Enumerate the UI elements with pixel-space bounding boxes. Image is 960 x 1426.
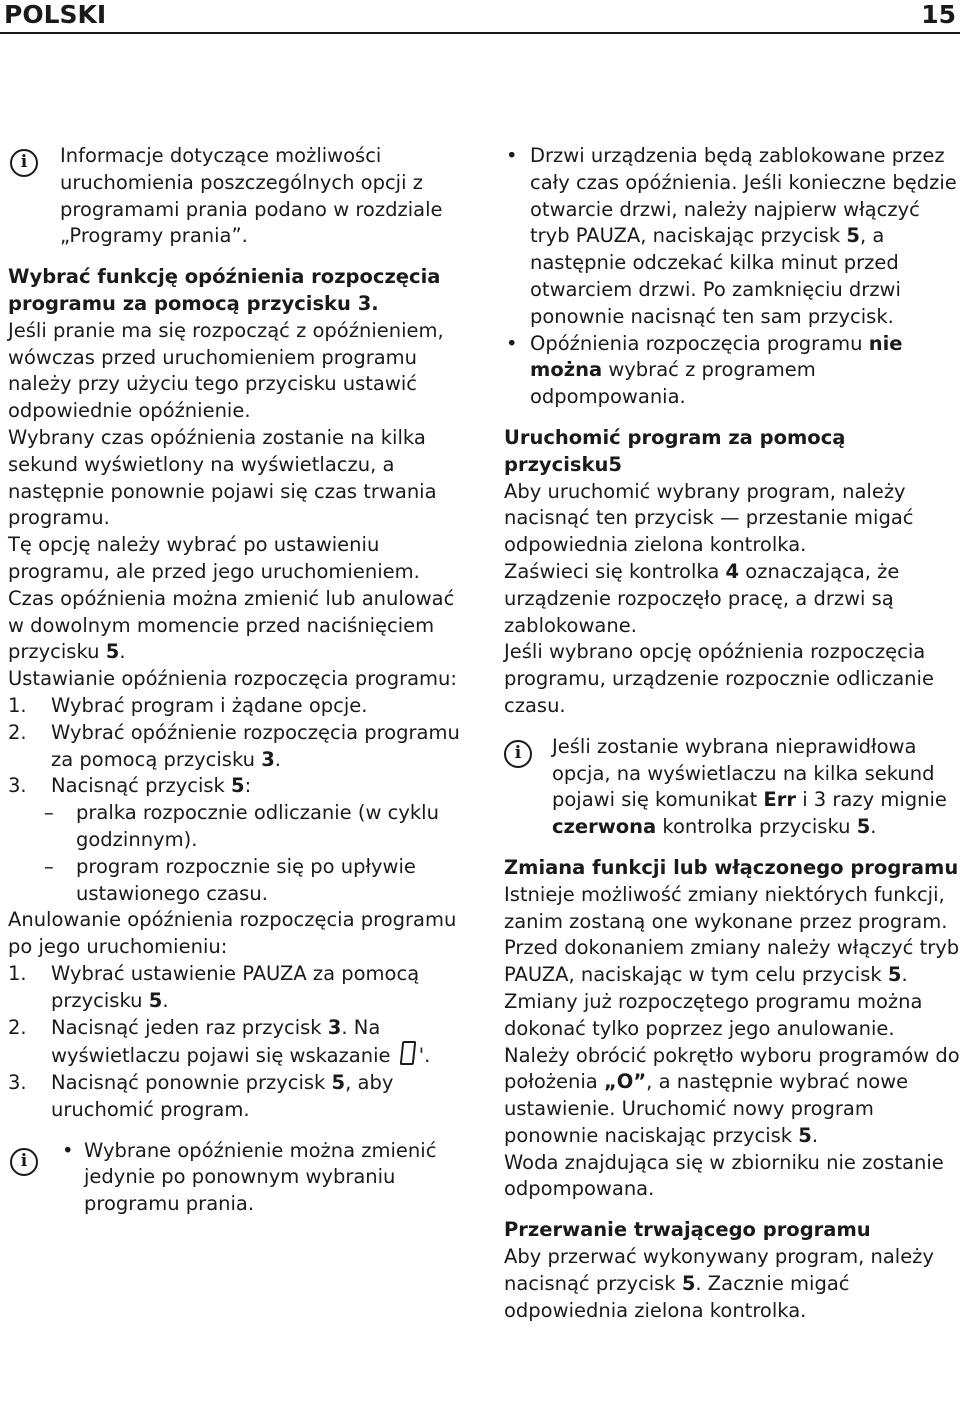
- info-note-text: Informacje dotyczące możliwości uruchomienia poszczególnych opcji z programami prania podano w rozdziale „Programy prania”.: [60, 144, 443, 248]
- paragraph: Tę opcję należy wybrać po ustawieniu programu, ale przed jego uruchomieniem.: [8, 533, 420, 583]
- list-item: – pralka rozpocznie odliczanie (w cyklu godzinnym).: [44, 801, 439, 851]
- paragraph: Wybrany czas opóźnienia zostanie na kilka sekund wyświetlony na wyświetlaczu, a następnie ponownie pojawi się czas trwania programu.: [8, 425, 437, 530]
- list-item: 2. Wybrać opóźnienie rozpoczęcia programu za pomocą przycisku 3.: [8, 720, 460, 771]
- section-heading: Zmiana funkcji lub włączonego programu: [504, 855, 959, 879]
- section-title: POLSKI: [4, 0, 107, 29]
- paragraph: Przed dokonaniem zmiany należy włączyć tryb PAUZA, naciskając w tym celu przycisk 5.: [504, 936, 960, 987]
- paragraph: Aby przerwać wykonywany program, należy nacisnąć przycisk 5. Zacznie migać odpowiednia zielona kontrolka.: [504, 1245, 934, 1322]
- list-item: 3. Nacisnąć ponownie przycisk 5, aby uruchomić program.: [8, 1071, 394, 1121]
- paragraph: Ustawianie opóźnienia rozpoczęcia programu:: [8, 667, 457, 691]
- info-note: [8, 143, 468, 250]
- info-icon: i: [10, 149, 38, 177]
- info-note: [8, 1138, 468, 1218]
- list-item: 2. Nacisnąć jeden raz przycisk 3. Na wyświetlaczu pojawi się wskazanie '.: [8, 1015, 431, 1068]
- list-item: 1. Wybrać program i żądane opcje.: [8, 693, 368, 717]
- section-heading: Uruchomić program za pomocą przycisku5: [504, 425, 846, 476]
- info-note: [504, 734, 960, 841]
- bullet-item: • Wybrane opóźnienie można zmienić jedynie po ponownym wybraniu programu prania.: [62, 1138, 437, 1216]
- page-header: [0, 0, 960, 34]
- list-item: 1. Wybrać ustawienie PAUZA za pomocą przycisku 5.: [8, 961, 420, 1012]
- paragraph: Anulowanie opóźnienia rozpoczęcia programu po jego uruchomieniu:: [8, 908, 457, 959]
- page-number: 15: [921, 0, 956, 29]
- paragraph: Czas opóźnienia można zmienić lub anulować w dowolnym momencie przed naciśnięciem przycisku 5.: [8, 586, 455, 664]
- paragraph: Istnieje możliwość zmiany niektórych funkcji, zanim zostaną one wykonane przez program.: [504, 882, 948, 933]
- bullet-item: • Opóźnienia rozpoczęcia programu nie można wybrać z programem odpompowania.: [506, 331, 903, 409]
- section-heading: Przerwanie trwającego programu: [504, 1218, 871, 1242]
- paragraph: Zaświeci się kontrolka 4 oznaczająca, że urządzenie rozpoczęło pracę, a drzwi są zablokowane.: [504, 559, 900, 637]
- paragraph: Jeśli wybrano opcję opóźnienia rozpoczęcia programu, urządzenie rozpocznie odliczanie czasu.: [504, 640, 934, 717]
- left-column: [8, 143, 468, 1218]
- info-icon: i: [10, 1148, 38, 1176]
- info-note-text: Jeśli zostanie wybrana nieprawidłowa opcja, na wyświetlaczu na kilka sekund pojawi się komunikat Err i 3 razy mignie czerwona kontrolka przycisku 5.: [552, 734, 947, 839]
- paragraph: Zmiany już rozpoczętego programu można dokonać tylko poprzez jego anulowanie. Należy obrócić pokrętło wyboru programów do położenia „O”, a następnie wybrać nowe ustawienie. Uruchomić nowy program ponownie naciskając przycisk 5.: [504, 989, 960, 1147]
- paragraph: Aby uruchomić wybrany program, należy nacisnąć ten przycisk — przestanie migać odpowiednia zielona kontrolka.: [504, 479, 914, 557]
- list-item: 3. Nacisnąć przycisk 5:: [8, 774, 252, 798]
- info-icon: i: [504, 740, 532, 768]
- bullet-item: • Drzwi urządzenia będą zablokowane przez cały czas opóźnienia. Jeśli konieczne będzie otwarcie drzwi, należy najpierw włączyć tryb PAUZA, naciskając przycisk 5, a następnie odczekać kilka minut przed otwarciem drzwi. Po zamknięciu drzwi ponownie nacisnąć ten sam przycisk.: [506, 144, 957, 328]
- section-heading: Wybrać funkcję opóźnienia rozpoczęcia programu za pomocą przycisku 3.: [8, 265, 441, 315]
- right-column: [504, 143, 960, 1324]
- paragraph: Woda znajdująca się w zbiorniku nie zostanie odpompowana.: [504, 1150, 944, 1201]
- display-digit-icon: [399, 1041, 416, 1065]
- list-item: – program rozpocznie się po upływie ustawionego czasu.: [44, 854, 416, 905]
- paragraph: Jeśli pranie ma się rozpocząć z opóźnieniem, wówczas przed uruchomieniem programu należy przy użyciu tego przycisku ustawić odpowiednie opóźnienie.: [8, 318, 444, 423]
